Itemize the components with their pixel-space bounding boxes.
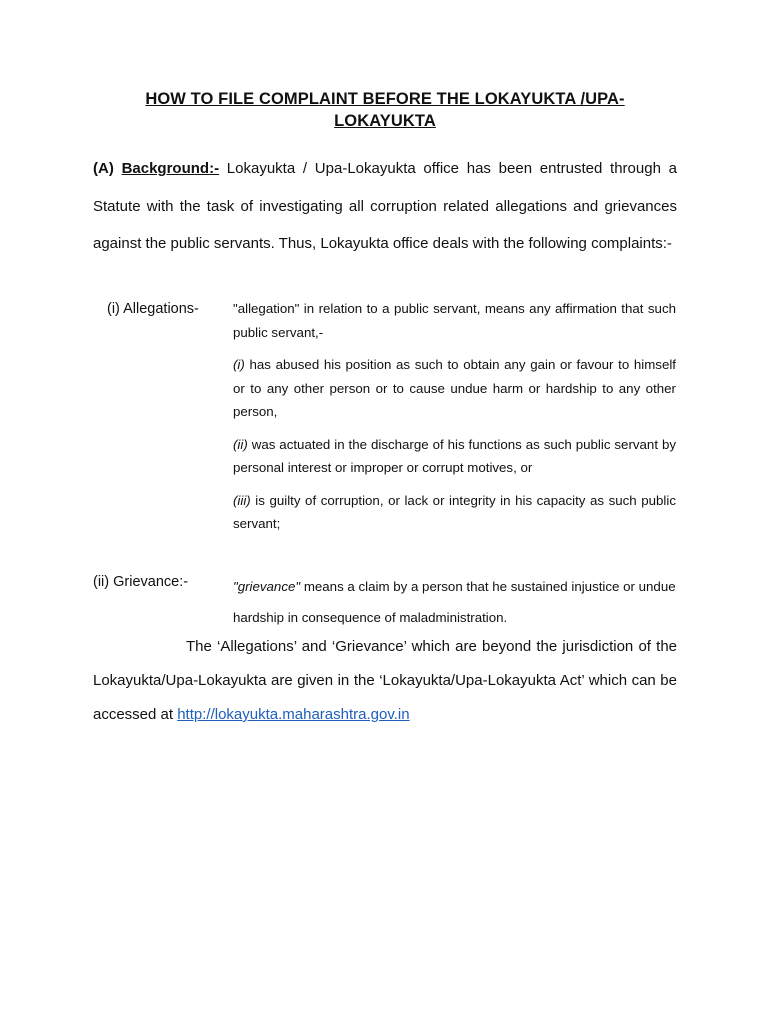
allegations-definition bbox=[233, 297, 676, 545]
closing-paragraph bbox=[93, 630, 677, 732]
grievance-definition-text: means a claim by a person that he sustained injustice or undue hardship in consequence of maladministration. bbox=[233, 579, 676, 625]
background-heading: Background:- bbox=[121, 160, 220, 177]
allegations-label: (i) Allegations- bbox=[107, 301, 199, 317]
allegation-item-marker: (ii) bbox=[233, 436, 248, 452]
allegation-item bbox=[233, 353, 676, 424]
allegation-item-marker: (iii) bbox=[233, 492, 251, 508]
background-text: Lokayukta / Upa-Lokayukta office has been entrusted through a Statute with the task of investigating all corruption related allegations and grievances against the public servants. Thus, Lokayukta office deals with the following complaints:- bbox=[93, 160, 677, 252]
grievance-term: "grievance" bbox=[233, 579, 301, 594]
title-line-2: LOKAYUKTA bbox=[334, 112, 436, 130]
background-paragraph bbox=[93, 150, 677, 263]
title-line-1: HOW TO FILE COMPLAINT BEFORE THE LOKAYUKTA /UPA- bbox=[145, 90, 625, 108]
allegation-item-text: has abused his position as such to obtain any gain or favour to himself or to any other person or to cause undue harm or hardship to any other person, bbox=[233, 357, 676, 419]
closing-text: The ‘Allegations’ and ‘Grievance’ which are beyond the jurisdiction of the Lokayukta/Upa-Lokayukta are given in the ‘Lokayukta/Upa-Lokayukta Act’ which can be accessed at bbox=[93, 638, 677, 723]
grievance-definition bbox=[233, 571, 676, 633]
allegation-item-marker: (i) bbox=[233, 357, 245, 372]
allegation-item bbox=[233, 489, 676, 536]
lokayukta-website-link[interactable]: http://lokayukta.maharashtra.gov.in bbox=[177, 706, 410, 723]
allegation-item-text: is guilty of corruption, or lack or integrity in his capacity as such public servant; bbox=[233, 492, 676, 531]
allegation-item bbox=[233, 433, 676, 480]
section-a-label: (A) bbox=[93, 160, 114, 177]
allegation-item-text: was actuated in the discharge of his functions as such public servant by personal interest or improper or corrupt motives, or bbox=[233, 436, 676, 475]
allegation-intro: "allegation" in relation to a public servant, means any affirmation that such public servant,- bbox=[233, 301, 676, 340]
page-title bbox=[90, 88, 680, 132]
grievance-label: (ii) Grievance:- bbox=[93, 574, 189, 590]
